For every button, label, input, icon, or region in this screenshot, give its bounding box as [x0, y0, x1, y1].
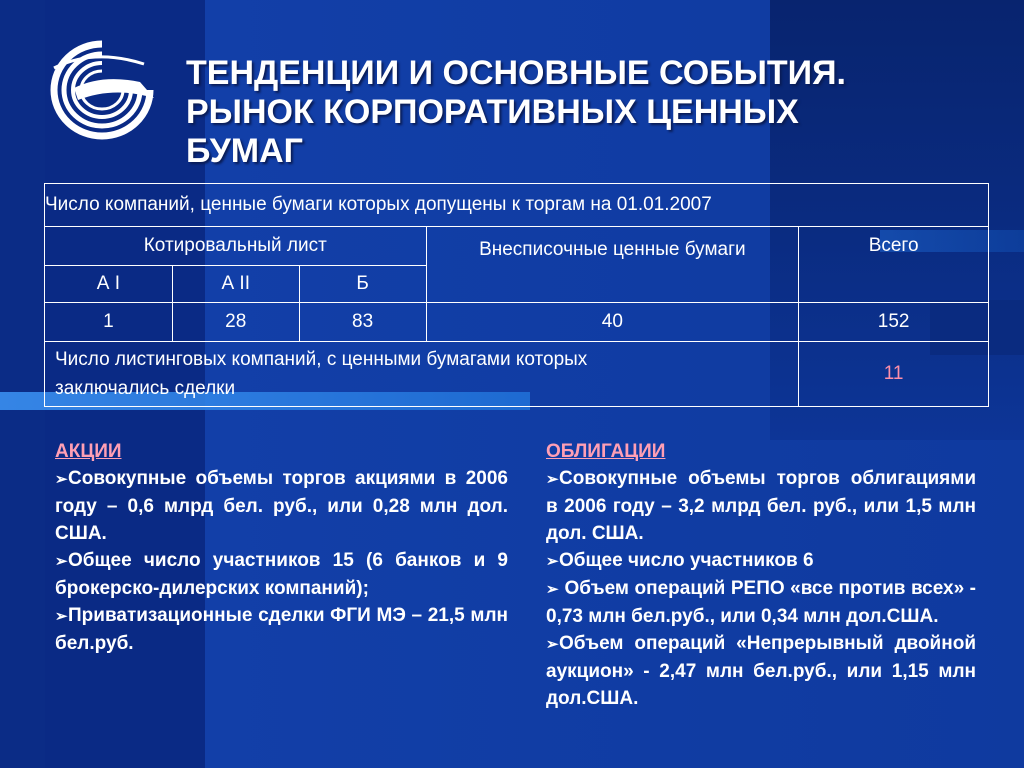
- list-item-text: Общее число участников 15 (6 банков и 9 брокерско-дилерских компаний);: [55, 550, 508, 599]
- exchange-logo-icon: [44, 38, 160, 142]
- companies-table: [44, 183, 989, 407]
- tier-a1-value: 1: [45, 303, 173, 342]
- arrow-bullet-icon: ➢: [55, 471, 68, 488]
- stocks-title: АКЦИИ: [55, 441, 122, 462]
- title-line: ТЕНДЕНЦИИ И ОСНОВНЫЕ СОБЫТИЯ.: [186, 54, 846, 92]
- list-item-text: Приватизационные сделки ФГИ МЭ – 21,5 млн бел.руб.: [55, 605, 508, 654]
- tier-a2-header: А II: [172, 266, 299, 303]
- tier-b-value: 83: [299, 303, 426, 342]
- list-item: [546, 547, 976, 575]
- list-item-text: Объем операций «Непрерывный двойной аукцион» - 2,47 млн бел.руб., или 1,15 млн дол.США.: [546, 633, 976, 709]
- title-line: БУМАГ: [186, 132, 303, 170]
- background-strip: [0, 0, 45, 768]
- tier-b-header: Б: [299, 266, 426, 303]
- slide-title: [186, 54, 986, 171]
- arrow-bullet-icon: ➢: [55, 553, 68, 570]
- list-item-text: Совокупные объемы торгов акциями в 2006 году – 0,6 млрд бел. руб., или 0,28 млн дол. США.: [55, 468, 508, 544]
- list-item: [546, 465, 976, 547]
- arrow-bullet-icon: ➢: [546, 553, 559, 570]
- bonds-title: ОБЛИГАЦИИ: [546, 441, 666, 462]
- listing-companies-value: 11: [799, 342, 989, 407]
- total-header: Всего: [799, 227, 989, 303]
- total-value: 152: [799, 303, 989, 342]
- list-item-text: Совокупные объемы торгов облигациями в 2006 году – 3,2 млрд бел. руб., или 1,5 млн дол. США.: [546, 468, 976, 544]
- arrow-bullet-icon: ➢: [546, 471, 559, 488]
- arrow-bullet-icon: ➢: [546, 636, 559, 653]
- list-item: [55, 602, 508, 657]
- arrow-bullet-icon: ➢: [55, 608, 68, 625]
- quotation-list-header: Котировальный лист: [45, 227, 427, 266]
- off-list-value: 40: [426, 303, 799, 342]
- tier-a1-header: А I: [45, 266, 173, 303]
- list-item-text: Общее число участников 6: [559, 550, 814, 571]
- listing-companies-label: Число листинговых компаний, с ценными бумагами которых заключались сделки: [45, 342, 799, 407]
- title-line: РЫНОК КОРПОРАТИВНЫХ ЦЕННЫХ: [186, 93, 799, 131]
- list-item: [55, 547, 508, 602]
- list-item: [546, 630, 976, 712]
- list-item: [55, 465, 508, 547]
- bonds-section: [546, 438, 976, 712]
- list-item-text: Объем операций РЕПО «все против всех» - 0,73 млн бел.руб., или 0,34 млн дол.США.: [546, 578, 976, 627]
- stocks-section: [55, 438, 508, 657]
- off-list-securities-header: Внесписочные ценные бумаги: [426, 227, 799, 303]
- table-header: Число компаний, ценные бумаги которых допущены к торгам на 01.01.2007: [45, 184, 989, 227]
- tier-a2-value: 28: [172, 303, 299, 342]
- list-item: [546, 575, 976, 630]
- arrow-bullet-icon: ➢: [546, 581, 559, 598]
